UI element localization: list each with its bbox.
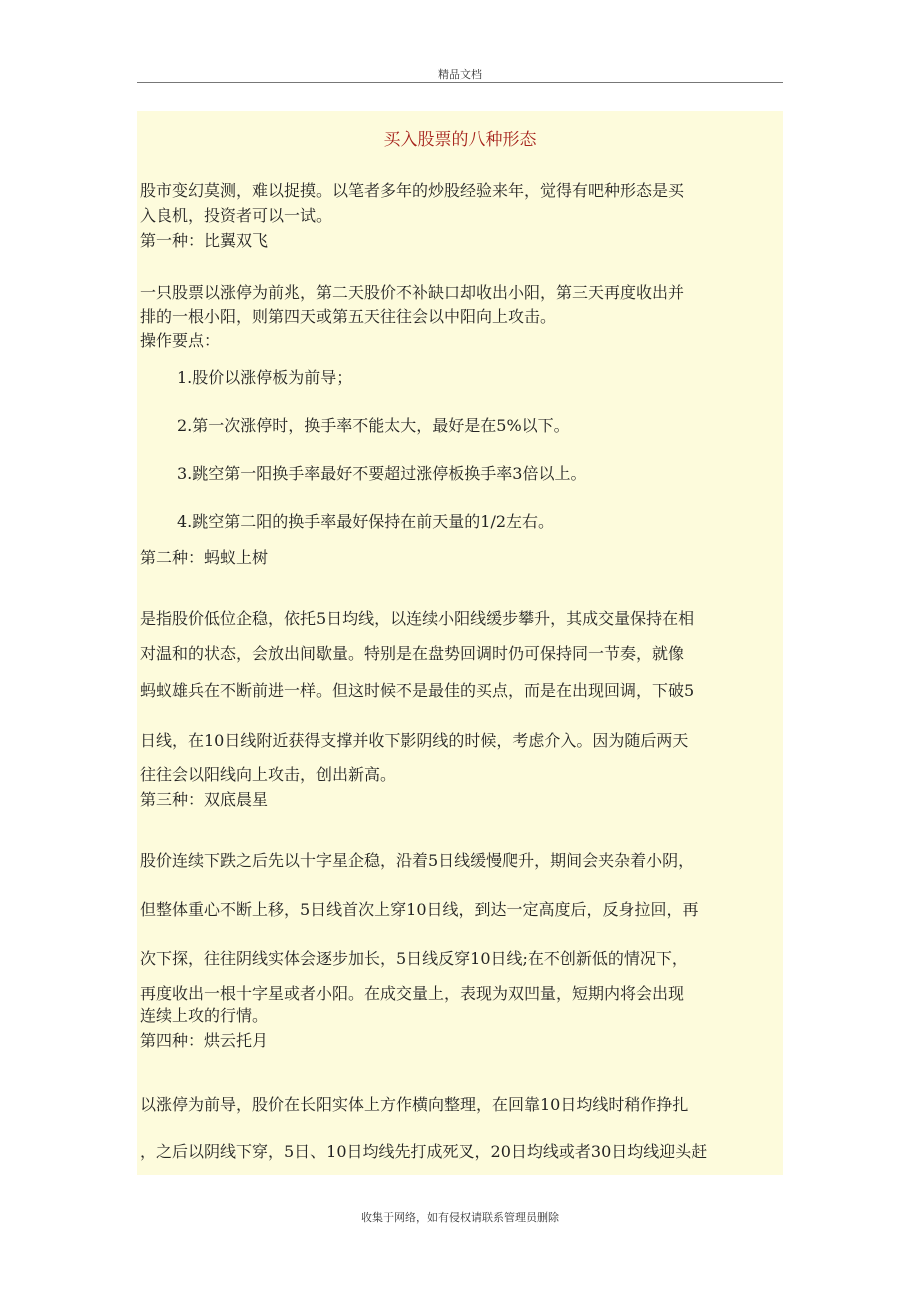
paragraph-line: 次下探，往往阴线实体会逐步加长，5日线反穿10日线;在不创新低的情况下， — [140, 949, 688, 968]
header-divider — [137, 82, 783, 83]
paragraph-line: 但整体重心不断上移，5日线首次上穿10日线，到达一定高度后，反身拉回，再 — [140, 900, 699, 919]
paragraph-line: 往往会以阳线向上攻击，创出新高。 — [140, 765, 397, 784]
paragraph-line: 连续上攻的行情。 — [140, 1006, 269, 1025]
paragraph-line: ，之后以阴线下穿，5日、10日均线先打成死叉，20日均线或者30日均线迎头赶 — [140, 1142, 708, 1161]
page-footer: 收集于网络，如有侵权请联系管理员删除 — [361, 1211, 559, 1224]
page-header: 精品文档 — [438, 68, 482, 81]
paragraph-line: 一只股票以涨停为前兆，第二天股价不补缺口却收出小阳，第三天再度收出并 — [140, 283, 685, 302]
paragraph-line: 对温和的状态，会放出间歇量。特别是在盘势回调时仍可保持同一节奏，就像 — [140, 644, 685, 663]
list-item: 3.跳空第一阳换手率最好不要超过涨停板换手率3倍以上。 — [177, 464, 587, 483]
document-body — [137, 111, 783, 1175]
paragraph-line: 再度收出一根十字星或者小阳。在成交量上，表现为双凹量，短期内将会出现 — [140, 984, 685, 1003]
section-heading: 第一种：比翼双飞 — [140, 231, 269, 250]
document-title: 买入股票的八种形态 — [383, 130, 537, 150]
paragraph-line: 入良机，投资者可以一试。 — [140, 206, 333, 225]
list-item: 2.第一次涨停时，换手率不能太大，最好是在5%以下。 — [177, 416, 570, 435]
paragraph-line: 股市变幻莫测，难以捉摸。以笔者多年的炒股经验来年，觉得有吧种形态是买 — [140, 181, 685, 200]
paragraph-line: 是指股价低位企稳，依托5日均线，以连续小阳线缓步攀升，其成交量保持在相 — [140, 609, 695, 628]
paragraph-line: 股价连续下跌之后先以十字星企稳，沿着5日线缓慢爬升，期间会夹杂着小阴， — [140, 851, 695, 870]
subheading: 操作要点： — [140, 331, 221, 350]
list-item: 4.跳空第二阳的换手率最好保持在前天量的1/2左右。 — [177, 512, 555, 531]
paragraph-line: 排的一根小阳，则第四天或第五天往往会以中阳向上攻击。 — [140, 307, 557, 326]
section-heading: 第二种：蚂蚁上树 — [140, 548, 269, 567]
section-heading: 第三种：双底晨星 — [140, 790, 269, 809]
paragraph-line: 日线，在10日线附近获得支撑并收下影阴线的时候，考虑介入。因为随后两天 — [140, 731, 689, 750]
paragraph-line: 以涨停为前导，股价在长阳实体上方作横向整理，在回靠10日均线时稍作挣扎 — [140, 1095, 689, 1114]
section-heading: 第四种：烘云托月 — [140, 1031, 269, 1050]
list-item: 1.股价以涨停板为前导； — [177, 368, 353, 387]
paragraph-line: 蚂蚁雄兵在不断前进一样。但这时候不是最佳的买点，而是在出现回调，下破5 — [140, 681, 695, 700]
